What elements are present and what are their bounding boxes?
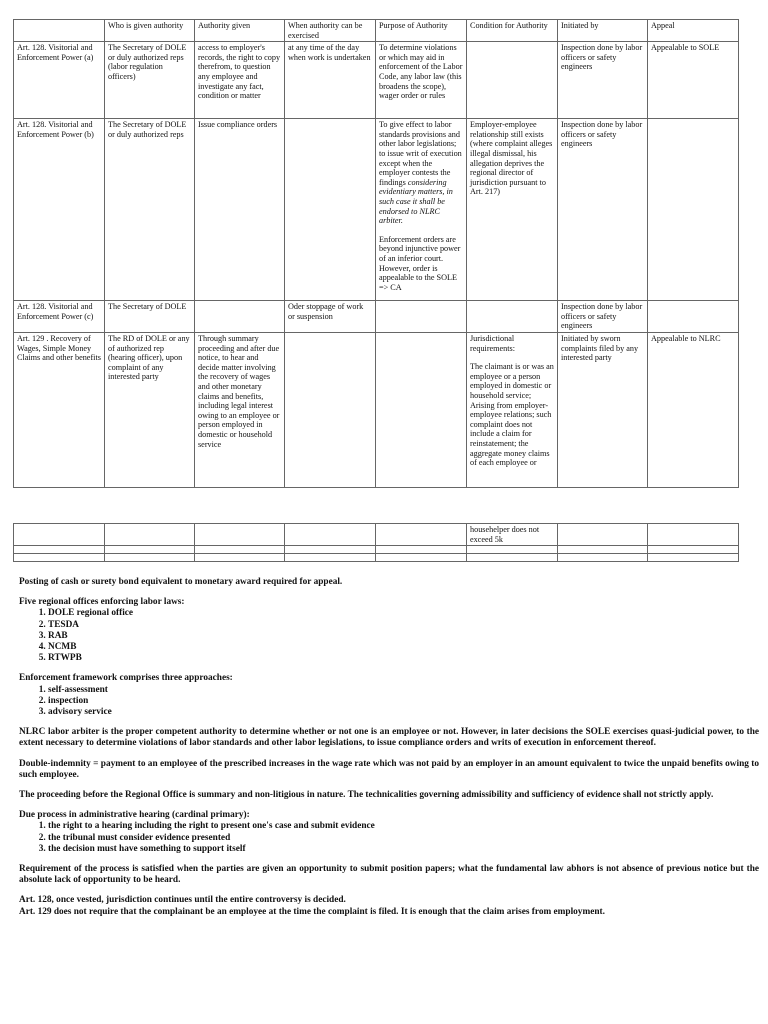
- notes-section: [19, 577, 759, 918]
- cell-purpose: [376, 301, 467, 333]
- cell-appeal: [648, 119, 739, 301]
- list-item: 4. NCMB: [48, 642, 759, 653]
- cell-condition: Employer-employee relationship still exists (where complaint alleges illegal dismissal, his allegation deprives the regional director of jurisdiction pursuant to Art. 217): [467, 119, 558, 301]
- list-item: 3. RAB: [48, 631, 759, 642]
- cell-when: Oder stoppage of work or suspension: [285, 301, 376, 333]
- authority-table-continued: [13, 523, 739, 562]
- note-bond: Posting of cash or surety bond equivalent to monetary award required for appeal.: [19, 577, 343, 587]
- cell-authority: [195, 301, 285, 333]
- table-row: [14, 301, 739, 333]
- cell-article: Art. 129 . Recovery of Wages, Simple Money Claims and other benefits: [14, 332, 105, 487]
- note-art129: Art. 129 does not require that the complainant be an employee at the time the complaint is filed. It is enough that the claim arises from employment.: [19, 906, 605, 917]
- cell-who: The Secretary of DOLE: [105, 301, 195, 333]
- list-item: 5. RTWPB: [48, 653, 759, 664]
- cell-initiated: Inspection done by labor officers or safety engineers: [558, 119, 648, 301]
- list-item: 2. the tribunal must consider evidence presented: [48, 833, 759, 844]
- cell-purpose: To determine violations or which may aid in enforcement of the Labor Code, any labor law (this broadens the scope), wager order or rules: [376, 42, 467, 119]
- cell-authority: access to employer's records, the right to copy therefrom, to question any employee and investigate any fact, condition or matter: [195, 42, 285, 119]
- purpose-note: Enforcement orders are beyond injunctive power of an inferior court. However, order is appealable to the SOLE => CA: [379, 234, 461, 292]
- header-cell: When authority can be exercised: [285, 20, 376, 42]
- condition-text: The claimant is or was an employee or a person employed in domestic or household service; Arising from employer-employee relations; such complaint does not include a claim for reinstatement; the aggregate money claims of each employee or: [470, 362, 554, 468]
- cell-condition-continued: househelper does not exceed 5k: [467, 524, 558, 546]
- cell-authority: Issue compliance orders: [195, 119, 285, 301]
- due-process-list: [19, 821, 759, 855]
- header-cell: Initiated by: [558, 20, 648, 42]
- list-item: 2. TESDA: [48, 620, 759, 631]
- list-item: 1. the right to a hearing including the right to present one's case and submit evidence: [48, 821, 759, 832]
- note-due-process-heading: Due process in administrative hearing (cardinal primary):: [19, 810, 250, 821]
- table-row: [14, 332, 739, 487]
- cell-initiated: Initiated by sworn complaints filed by any interested party: [558, 332, 648, 487]
- table-row: [14, 42, 739, 119]
- header-cell: Purpose of Authority: [376, 20, 467, 42]
- cell-condition: [467, 332, 558, 487]
- approaches-list: [19, 685, 759, 719]
- cell-authority: Through summary proceeding and after due notice, to hear and decide matter involving the recovery of wages and other monetary claims and benefits, including legal interest owing to an employee or person employed in domestic or household service: [195, 332, 285, 487]
- note-double-indemnity: Double-indemnity = payment to an employee of the prescribed increases in the wage rate which was not paid by an employer in an amount equivalent to twice the unpaid benefits owing to such employee.: [19, 758, 759, 780]
- table-row: [14, 119, 739, 301]
- purpose-text: To give effect to labor standards provisions and other labor legislations; to issue writ of execution except when the employer contests the findings: [379, 120, 462, 187]
- list-item: 1. DOLE regional office: [48, 608, 759, 619]
- condition-heading: Jurisdictional requirements:: [470, 333, 516, 353]
- cell-purpose: [376, 332, 467, 487]
- header-cell: Who is given authority: [105, 20, 195, 42]
- note-art128: Art. 128, once vested, jurisdiction continues until the entire controversy is decided.: [19, 895, 346, 906]
- header-cell: Condition for Authority: [467, 20, 558, 42]
- cell-when: [285, 119, 376, 301]
- cell-who: The Secretary of DOLE or duly authorized reps: [105, 119, 195, 301]
- cell-appeal: Appealable to SOLE: [648, 42, 739, 119]
- cell-who: The Secretary of DOLE or duly authorized reps (labor regulation officers): [105, 42, 195, 119]
- cell-when: [285, 332, 376, 487]
- list-item: 3. the decision must have something to support itself: [48, 844, 759, 855]
- table-row: [14, 554, 739, 562]
- list-item: 3. advisory service: [48, 707, 759, 718]
- table-row: [14, 546, 739, 554]
- note-nlrc: NLRC labor arbiter is the proper competent authority to determine whether or not one is an employee or not. However, in later decisions the SOLE exercises quasi-judicial power, to the extent necessary to determine violations of labor standards and other labor legislations, to issue compliance orders and writs of execution in enforcement thereof.: [19, 727, 759, 749]
- list-item: 1. self-assessment: [48, 685, 759, 696]
- cell-purpose: [376, 119, 467, 301]
- note-requirement: Requirement of the process is satisfied when the parties are given an opportunity to submit position papers; what the fundamental law abhors is not absence of previous notice but the absolute lack of opportunity to be heard.: [19, 864, 759, 886]
- table-row: [14, 524, 739, 546]
- header-cell: [14, 20, 105, 42]
- list-item: 2. inspection: [48, 696, 759, 707]
- cell-article: Art. 128. Visitorial and Enforcement Power (a): [14, 42, 105, 119]
- cell-initiated: Inspection done by labor officers or safety engineers: [558, 301, 648, 333]
- authority-table: [13, 19, 739, 488]
- header-cell: Authority given: [195, 20, 285, 42]
- header-row: [14, 20, 739, 42]
- cell-initiated: Inspection done by labor officers or safety engineers: [558, 42, 648, 119]
- cell-appeal: Appealable to NLRC: [648, 332, 739, 487]
- cell-condition: [467, 301, 558, 333]
- note-proceeding: The proceeding before the Regional Office is summary and non-litigious in nature. The technicalities governing admissibility and sufficiency of evidence shall not strictly apply.: [19, 790, 714, 801]
- cell-appeal: [648, 301, 739, 333]
- offices-list: [19, 608, 759, 664]
- cell-article: Art. 128. Visitorial and Enforcement Power (b): [14, 119, 105, 301]
- note-framework-heading: Enforcement framework comprises three approaches:: [19, 673, 233, 684]
- header-cell: Appeal: [648, 20, 739, 42]
- cell-condition: [467, 42, 558, 119]
- purpose-italic-text: considering evidentiary matters, in such case it shall be endorsed to NLRC arbiter.: [379, 177, 453, 226]
- cell-article: Art. 128. Visitorial and Enforcement Power (c): [14, 301, 105, 333]
- note-offices-heading: Five regional offices enforcing labor laws:: [19, 597, 185, 608]
- cell-when: at any time of the day when work is undertaken: [285, 42, 376, 119]
- cell-who: The RD of DOLE or any of authorized rep (hearing officer), upon complaint of any interested party: [105, 332, 195, 487]
